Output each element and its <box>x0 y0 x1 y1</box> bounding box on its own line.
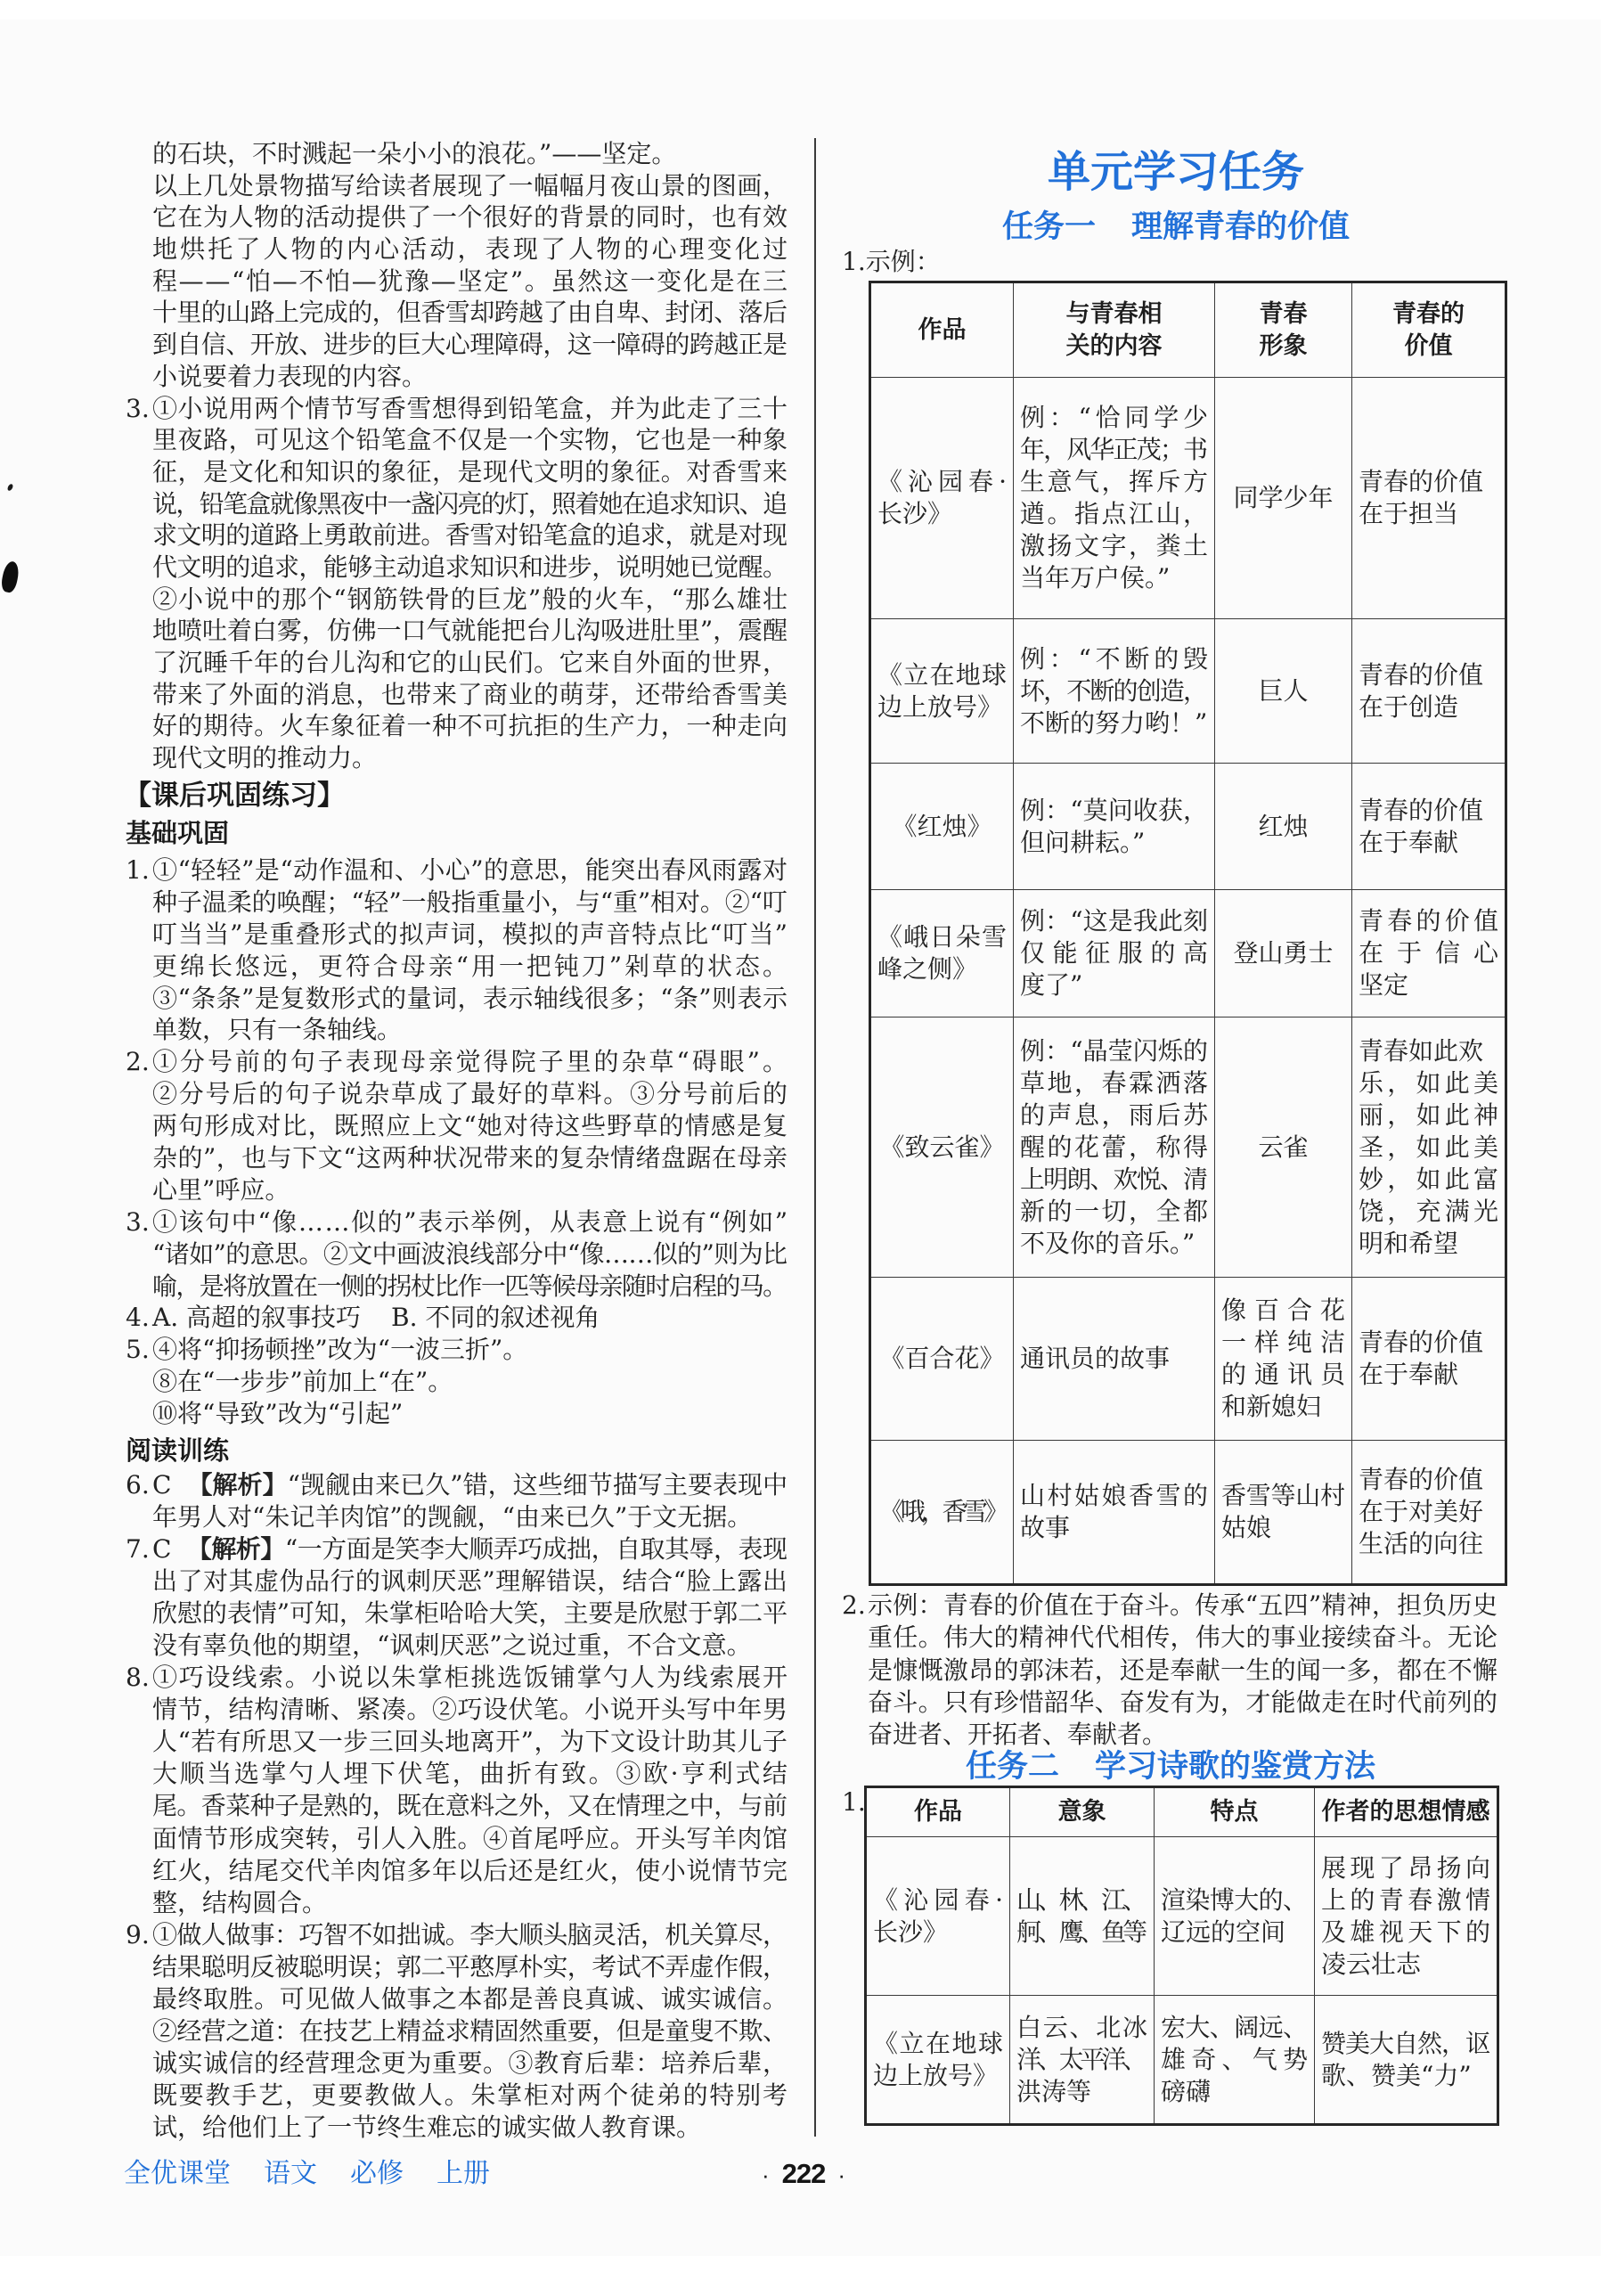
cell-image <box>1215 764 1352 890</box>
cell-value <box>1352 378 1506 619</box>
footer-series-name: 全优课堂 <box>124 2158 231 2189</box>
cell-line: 《哦，香雪》 <box>879 1497 1005 1526</box>
cell-line: 在于奉献 <box>1359 827 1459 857</box>
cell-content <box>1014 764 1215 890</box>
answer-block-basic <box>126 854 788 1430</box>
subsection-heading-reading: 阅读训练 <box>126 1435 230 1466</box>
cell-line: 辽远的空间 <box>1161 1916 1286 1947</box>
option-a: A. 高超的叙事技巧 <box>152 1303 362 1333</box>
text-line: 试，给他们上了一节终生难忘的诚实做人教育课。 <box>152 2112 702 2142</box>
text-line: 叮当当”是重叠形式的拟声词，模拟的声音特点比“叮当” <box>152 919 788 949</box>
answer-text <box>152 1469 788 1501</box>
text-line: 年男人对“朱记羊肉馆”的觊觎，“由来已久”于文无据。 <box>152 1502 753 1532</box>
footer-course-type: 必修 <box>350 2158 404 2189</box>
cell-line: 凌云壮志 <box>1321 1949 1422 1979</box>
cell-line: 青春的价值 <box>1359 659 1484 690</box>
text-line: 杂的”，也与下文“这两种状况带来的复杂情绪盘踞在母亲 <box>152 1143 788 1173</box>
page-number-dot-icon: · <box>837 2162 846 2188</box>
footer-volume: 上册 <box>437 2158 490 2189</box>
cell-line: 例：“莫问收获， <box>1020 795 1209 825</box>
text-line: ②经营之道：在技艺上精益求精固然重要，但是童叟不欺、 <box>152 2015 788 2046</box>
text-line: ⑧在“一步步”前加上“在”。 <box>152 1367 453 1397</box>
answer-choice: C <box>152 1470 172 1500</box>
footer-subject: 语文 <box>264 2158 317 2189</box>
text-line: 两句形成对比，既照应上文“她对待这些野草的情感是复 <box>152 1111 789 1141</box>
cell-line: 《沁园春· <box>877 467 1013 496</box>
section-heading-practice: 【课后巩固练习】 <box>124 780 345 812</box>
cell-line: 红烛 <box>1258 811 1309 841</box>
task1-q2-answer <box>842 1590 1498 1751</box>
cell-value <box>1352 1017 1506 1278</box>
task1-heading <box>909 209 1443 245</box>
question-text: 示例： <box>865 247 941 276</box>
cell-line: 在于信心 <box>1359 938 1512 968</box>
cell-line: 边上放号》 <box>877 691 1003 722</box>
cell-line: 和新媳妇 <box>1221 1392 1322 1421</box>
cell-line: 但问耕耘。” <box>1020 827 1146 857</box>
text-line: 十里的山路上完成的，但香雪却跨越了由自卑、封闭、落后 <box>152 298 788 328</box>
cell-line: 年，风华正茂；书 <box>1020 435 1207 464</box>
numbered-answer-line <box>126 1662 788 1694</box>
header-text: 形象 <box>1259 331 1308 360</box>
header-text: 特点 <box>1210 1798 1259 1826</box>
cell-work <box>866 1996 1010 2125</box>
cell-line: 遒。指点江山， <box>1020 499 1211 528</box>
cell-line: 《沁园春· <box>873 1884 1009 1915</box>
cell-line: 洋、太平洋、 <box>1016 2044 1144 2074</box>
text-line: 到自信、开放、进步的巨大心理障碍，这一障碍的跨越正是 <box>152 330 788 360</box>
table-row <box>870 619 1506 764</box>
text-line: ⑩将“导致”改为“引起” <box>152 1399 404 1429</box>
table-row <box>870 378 1506 619</box>
table-row <box>866 1996 1498 2125</box>
cell-line: 及雄视天下的 <box>1321 1916 1495 1947</box>
cell-line: 在于对美好 <box>1359 1497 1484 1526</box>
answer-text: ④将“抑扬顿挫”改为“一波三折”。 <box>152 1335 528 1365</box>
table-row <box>866 1837 1498 1996</box>
cell-content <box>1014 890 1215 1017</box>
text-line: 结果聪明反被聪明误；郭二平憨厚朴实，考试不弄虚作假， <box>152 1951 788 1982</box>
cell-image <box>1215 1017 1352 1278</box>
cell-line: 青春的价值 <box>1359 467 1484 496</box>
cell-line: 一样纯洁 <box>1221 1328 1353 1357</box>
cell-emotion <box>1315 1996 1498 2125</box>
answer-number: 5. <box>126 1335 150 1365</box>
cell-value <box>1352 1441 1506 1585</box>
header-imagery <box>1010 1787 1155 1837</box>
numbered-answer-line <box>126 1533 788 1565</box>
numbered-answer-line <box>126 1206 788 1238</box>
numbered-answer-line <box>126 1469 788 1501</box>
text-line: 尾。香菜种子是熟的，既在意料之外，又在情理之中，与前 <box>152 1791 788 1821</box>
answer-text: ①巧设线索。小说以朱掌柜挑选饭铺掌勺人为线索展开 <box>152 1663 789 1693</box>
text-line: 奋斗。只有珍惜韶华、奋发有为，才能做走在时代前列的 <box>868 1687 1498 1717</box>
table-header-row <box>866 1787 1498 1837</box>
text-line: 它在为人物的活动提供了一个很好的背景的同时，也有效 <box>152 202 788 233</box>
cell-line: 在于奉献 <box>1359 1360 1459 1389</box>
header-text: 青春的 <box>1392 299 1465 328</box>
answer-number: 6. <box>126 1470 150 1500</box>
cell-line: 宏大、阔远、 <box>1161 2012 1308 2042</box>
cell-line: 白云、北冰 <box>1016 2012 1149 2042</box>
table-header-row <box>870 282 1506 378</box>
cell-line: 歌、赞美“力” <box>1321 2060 1472 2090</box>
cell-imagery <box>1010 1996 1155 2125</box>
cell-line: 明和希望 <box>1359 1228 1459 1258</box>
text-line: 里夜路，可见这个铅笔盒不仅是一个实物，它也是一种象 <box>152 425 788 455</box>
text-line: 好的期待。火车象征着一种不可抗拒的生产力，一种走向 <box>152 711 788 741</box>
cell-line: 故事 <box>1020 1513 1071 1542</box>
header-text: 青春 <box>1259 299 1308 328</box>
cell-line: 的通讯员 <box>1221 1360 1353 1389</box>
cell-line: 新的一切，全都 <box>1020 1196 1211 1226</box>
cell-line: 展现了昂扬向 <box>1321 1852 1495 1883</box>
text-line: 没有辜负他的期望，“讽刺厌恶”之说过重，不合文意。 <box>152 1630 752 1661</box>
cell-line: 边上放号》 <box>873 2060 999 2090</box>
cell-line: 醒的花蕾，称得 <box>1020 1132 1211 1162</box>
text-line: 单数，只有一条轴线。 <box>152 1015 403 1045</box>
header-related-content <box>1014 282 1215 378</box>
cell-work <box>870 619 1014 764</box>
cell-line: 坏，不断的创造， <box>1020 675 1207 706</box>
cell-content <box>1014 378 1215 619</box>
cell-content <box>1014 619 1215 764</box>
answer-number: 2. <box>126 1047 150 1077</box>
text-line: 心里”呼应。 <box>152 1174 290 1205</box>
cell-line: 长沙》 <box>877 499 953 528</box>
cell-line: 上的青春激情 <box>1321 1884 1495 1915</box>
task1-q1-label <box>842 246 941 278</box>
cell-value <box>1352 619 1506 764</box>
cell-line: 山、林、江、 <box>1016 1884 1144 1915</box>
cell-line: 的声息，雨后苏 <box>1020 1099 1211 1130</box>
book-series-footer <box>124 2156 490 2192</box>
cell-line: 乐，如此美 <box>1359 1067 1503 1098</box>
cell-line: 磅礴 <box>1161 2076 1212 2106</box>
text-line: ②分号后的句子说杂草成了最好的草料。③分号前后的 <box>152 1079 789 1109</box>
option-b: B. 不同的叙述视角 <box>391 1303 600 1333</box>
cell-image <box>1215 1278 1352 1441</box>
answer-text: 示例：青春的价值在于奋斗。传承“五四”精神，担负历史 <box>868 1590 1498 1620</box>
page-number-value: 222 <box>781 2158 826 2189</box>
answer-text: ①小说用两个情节写香雪想得到铅笔盒，并为此走了三十 <box>152 393 788 423</box>
cell-line: 《红烛》 <box>892 811 992 841</box>
cell-line: 《百合花》 <box>879 1344 1005 1373</box>
cell-line: 巨人 <box>1258 675 1309 706</box>
cell-work <box>870 764 1014 890</box>
analysis-text: “觊觎由来已久”错，这些细节描写主要表现中 <box>287 1470 788 1500</box>
cell-line: 圣，如此美 <box>1359 1132 1503 1162</box>
cell-value <box>1352 1278 1506 1441</box>
cell-line: 青春的价值 <box>1359 1465 1484 1494</box>
text-line: 了沉睡千年的台儿沟和它的山民们。它来自外面的世界， <box>152 648 788 677</box>
cell-emotion <box>1315 1837 1498 1996</box>
cell-line: 在于担当 <box>1359 499 1459 528</box>
cell-content <box>1014 1441 1215 1585</box>
header-author-emotion <box>1315 1787 1498 1837</box>
cell-line: 例：“晶莹闪烁的 <box>1020 1035 1209 1066</box>
header-work <box>866 1787 1010 1837</box>
answer-number: 9. <box>126 1919 150 1949</box>
numbered-answer-line <box>842 1590 1498 1622</box>
text-line: “诸如”的意思。②文中画波浪线部分中“像……似的”则为比 <box>152 1238 788 1269</box>
cell-line: 长沙》 <box>873 1916 949 1947</box>
cell-line: 青春的价值 <box>1359 906 1503 936</box>
cell-line: 《立在地球 <box>873 2028 1005 2058</box>
header-text: 价值 <box>1404 331 1453 360</box>
unit-task-title: 单元学习任务 <box>1047 147 1304 197</box>
cell-line: 丽，如此神 <box>1359 1099 1503 1130</box>
cell-line: 《致云雀》 <box>879 1132 1005 1162</box>
cell-line: 生意气，挥斥方 <box>1020 467 1211 496</box>
cell-image <box>1215 619 1352 764</box>
cell-line: 青春的价值 <box>1359 1328 1484 1357</box>
cell-line: 赞美大自然，讴 <box>1321 2028 1490 2058</box>
text-line: 重任。伟大的精神代代相传，伟大的事业接续奋斗。无论 <box>868 1622 1498 1653</box>
table-row <box>870 1017 1506 1278</box>
text-line: ③“条条”是复数形式的量词，表示轴线很多；“条”则表示 <box>152 983 788 1013</box>
text-line: 既要教手艺，更要教做人。朱掌柜对两个徒弟的特别考 <box>152 2080 789 2110</box>
cell-line: 在于创造 <box>1359 691 1459 722</box>
cell-line: 渲染博大的、 <box>1161 1884 1308 1915</box>
header-work <box>870 282 1014 378</box>
text-line: 带来了外面的消息，也带来了商业的萌芽，还带给香雪美 <box>152 679 788 709</box>
cell-content <box>1014 1278 1215 1441</box>
text-line: 种子温柔的唤醒；“轻”一般指重量小，与“重”相对。②“叮 <box>152 887 788 917</box>
task2-label: 任务二 <box>965 1749 1059 1785</box>
answer-text: ①该句中“像……似的”表示举例，从表意上说有“例如” <box>152 1206 789 1237</box>
subsection-heading-basic: 基础巩固 <box>126 818 230 848</box>
task1-label: 任务一 <box>1001 209 1096 245</box>
cell-line: 《立在地球 <box>877 659 1008 690</box>
text-line: 喻，是将放置在一侧的拐杖比作一匹等候母亲随时启程的马。 <box>152 1271 787 1301</box>
numbered-answer-line <box>126 1919 788 1951</box>
text-line: 的石块，不时溅起一朵小小的浪花。”——坚定。 <box>152 139 677 168</box>
answer-number: 7. <box>126 1534 150 1565</box>
task2-q1-label <box>842 1786 866 1818</box>
cell-line: 像百合花 <box>1221 1295 1353 1325</box>
header-text: 与青春相 <box>1065 299 1163 328</box>
cell-line: 不及你的音乐。” <box>1020 1228 1196 1258</box>
answer-number: 8. <box>126 1663 150 1693</box>
text-line: 以上几处景物描写给读者展现了一幅幅月夜山景的图画， <box>152 170 788 200</box>
cell-line: 饶，充满光 <box>1359 1196 1503 1226</box>
cell-content <box>1014 1017 1215 1278</box>
text-line: 人“若有所思又一步三回头地离开”，为下文设计助其儿子 <box>152 1727 788 1757</box>
text-line: 地烘托了人物的内心活动，表现了人物的心理变化过 <box>152 234 791 265</box>
cell-image <box>1215 890 1352 1017</box>
text-line: 小说要着力表现的内容。 <box>152 361 428 391</box>
header-text: 作品 <box>918 315 967 344</box>
answer-text <box>152 1302 788 1334</box>
cell-line: 例：“不断的毁 <box>1020 643 1212 674</box>
text-line: 地喷吐着白雾，仿佛一口气就能把台儿沟吸进肚里”，震醒 <box>152 616 788 646</box>
cell-line: 例：“这是我此刻 <box>1020 906 1209 936</box>
cell-line: 妙，如此富 <box>1359 1164 1503 1194</box>
page-number-dot-icon: · <box>762 2162 770 2188</box>
cell-value <box>1352 890 1512 1017</box>
cell-line: 例：“恰同学少 <box>1020 403 1212 432</box>
text-line: ②小说中的那个“钢筋铁骨的巨龙”般的火车，“那么雄壮 <box>152 584 788 614</box>
answer-number: 3. <box>126 1206 150 1237</box>
analysis-tag: 【解析】 <box>187 1470 288 1500</box>
text-line: 红火，结尾交代羊肉馆多年以后还是红火，使小说情节完 <box>152 1855 788 1885</box>
cell-line: 姑娘 <box>1221 1513 1272 1542</box>
answer-text: ①“轻轻”是“动作温和、小心”的意思，能突出春风雨露对 <box>152 855 788 885</box>
text-line: 面情节形成突转，引人入胜。④首尾呼应。开头写羊肉馆 <box>152 1823 788 1853</box>
cell-line: 上明朗、欢悦、清 <box>1020 1164 1207 1194</box>
cell-work <box>870 1017 1014 1278</box>
cell-line: 坚定 <box>1359 970 1409 1000</box>
text-line: 征，是文化和知识的象征，是现代文明的象征。对香雪来 <box>152 456 788 486</box>
cell-line: 云雀 <box>1258 1132 1309 1162</box>
cell-line: 同学少年 <box>1233 483 1334 512</box>
cell-feature <box>1155 1996 1315 2125</box>
cell-feature <box>1155 1837 1315 1996</box>
text-line: 程——“怕—不怕—犹豫—坚定”。虽然这一变化是在三 <box>152 266 789 296</box>
text-line: 奋进者、开拓者、奉献者。 <box>868 1720 1168 1749</box>
header-youth-value <box>1352 282 1506 378</box>
cell-line: 当年万户侯。” <box>1020 563 1171 593</box>
cell-line: 登山勇士 <box>1233 938 1334 968</box>
analysis-text: “一方面是笑李大顺弄巧成拙，自取其辱，表现 <box>284 1534 788 1565</box>
cell-work <box>870 1278 1014 1441</box>
poetry-appreciation-table <box>864 1786 1499 2126</box>
text-line: 欣慰的表情”可知，朱掌柜哈哈大笑，主要是欣慰于郭二平 <box>152 1598 788 1629</box>
task1-title: 理解青春的价值 <box>1131 209 1351 245</box>
task2-title: 学习诗歌的鉴赏方法 <box>1095 1749 1376 1785</box>
numbered-answer-line <box>126 393 788 425</box>
question-number: 1. <box>842 247 866 276</box>
header-text: 关的内容 <box>1065 331 1163 360</box>
text-line: 更绵长悠远，更符合母亲“用一把钝刀”剁草的状态。 <box>152 951 790 981</box>
cell-line: 舸、鹰、鱼等 <box>1016 1916 1144 1947</box>
header-text: 意象 <box>1057 1798 1106 1826</box>
header-youth-image <box>1215 282 1352 378</box>
table-row <box>870 764 1506 890</box>
cell-line: 生活的向往 <box>1359 1529 1484 1558</box>
text-line: 出了对其虚伪品行的讽刺厌恶”理解错误，结合“脸上露出 <box>152 1566 788 1597</box>
answer-number: 2. <box>842 1590 866 1620</box>
table-row <box>870 1441 1506 1585</box>
cell-line: 仅能征服的高 <box>1020 938 1216 968</box>
youth-value-table <box>869 281 1512 1586</box>
text-line: 求文明的道路上勇敢前进。香雪对铅笔盒的追求，就是对现 <box>152 520 788 551</box>
cell-line: 山村姑娘香雪的 <box>1020 1481 1211 1510</box>
cell-line: 洪涛等 <box>1016 2076 1092 2106</box>
answer-choice: C <box>152 1534 171 1565</box>
text-line: 诚实诚信的经营理念更为重要。③教育后辈：培养后辈， <box>152 2047 788 2078</box>
answer-text <box>152 1533 788 1565</box>
cell-line: 草地，春霖洒落 <box>1020 1067 1211 1098</box>
column-divider <box>814 138 816 2137</box>
header-text: 作品 <box>914 1798 962 1826</box>
cell-line: 不断的努力哟！” <box>1020 707 1208 738</box>
answer-number: 4. <box>126 1303 150 1333</box>
analysis-tag: 【解析】 <box>186 1534 285 1565</box>
answer-text: ①分号前的句子表现母亲觉得院子里的杂草“碍眼”。 <box>152 1047 790 1077</box>
text-line: 代文明的追求，能够主动追求知识和进步，说明她已觉醒。 <box>152 552 788 582</box>
cell-line: 峰之侧》 <box>877 954 978 984</box>
text-line: 大顺当选掌勺人埋下伏笔，曲折有致。③欧·亨利式结 <box>152 1759 790 1789</box>
cell-work <box>870 1441 1014 1585</box>
cell-imagery <box>1010 1837 1155 1996</box>
cell-value <box>1352 764 1506 890</box>
answer-text: ①做人做事：巧智不如拙诚。李大顺头脑灵活，机关算尽， <box>152 1919 788 1949</box>
cell-line: 青春如此欢 <box>1359 1035 1484 1066</box>
numbered-answer-line <box>126 1334 788 1366</box>
cell-image <box>1215 378 1352 619</box>
cell-line: 青春的价值 <box>1359 795 1484 825</box>
task2-heading <box>903 1749 1438 1785</box>
text-line: 整，结构圆合。 <box>152 1887 328 1917</box>
numbered-answer-line <box>126 854 788 887</box>
numbered-answer-line <box>126 1046 788 1078</box>
cell-image <box>1215 1441 1352 1585</box>
cell-line: 雄奇、气势 <box>1161 2044 1314 2074</box>
cell-line: 通讯员的故事 <box>1020 1344 1171 1373</box>
text-line: 情节，结构清晰、紧凑。②巧设伏笔。小说开头写中年男 <box>152 1695 788 1725</box>
answer-block-reading <box>126 1469 788 2144</box>
cell-line: 度了” <box>1020 970 1083 1000</box>
text-line: 说，铅笔盒就像黑夜中一盏闪亮的灯，照着她在追求知识、追 <box>152 488 787 519</box>
header-text: 作者的思想情感 <box>1321 1798 1490 1826</box>
cell-line: 激扬文字，粪土 <box>1020 531 1211 560</box>
header-feature <box>1155 1787 1315 1837</box>
text-line: 是慷慨激昂的郭沫若，还是奉献一生的闻一多，都在不懈 <box>868 1655 1498 1685</box>
cell-work <box>870 378 1014 619</box>
answer-block-continuation <box>126 138 791 774</box>
cell-work <box>870 890 1014 1017</box>
text-line: 最终取胜。可见做人做事之本都是善良真诚、诚实诚信。 <box>152 1983 788 2014</box>
text-line: 现代文明的推动力。 <box>152 743 378 773</box>
cell-line: 香雪等山村 <box>1221 1481 1345 1510</box>
page-number <box>762 2156 845 2192</box>
table-row <box>870 1278 1506 1441</box>
answer-number: 3. <box>126 393 150 423</box>
question-number: 1. <box>842 1787 866 1817</box>
numbered-answer-line <box>126 1302 788 1334</box>
table-row <box>870 890 1506 1017</box>
answer-number: 1. <box>126 855 150 885</box>
cell-work <box>866 1837 1010 1996</box>
cell-line: 《峨日朵雪 <box>877 922 1008 952</box>
